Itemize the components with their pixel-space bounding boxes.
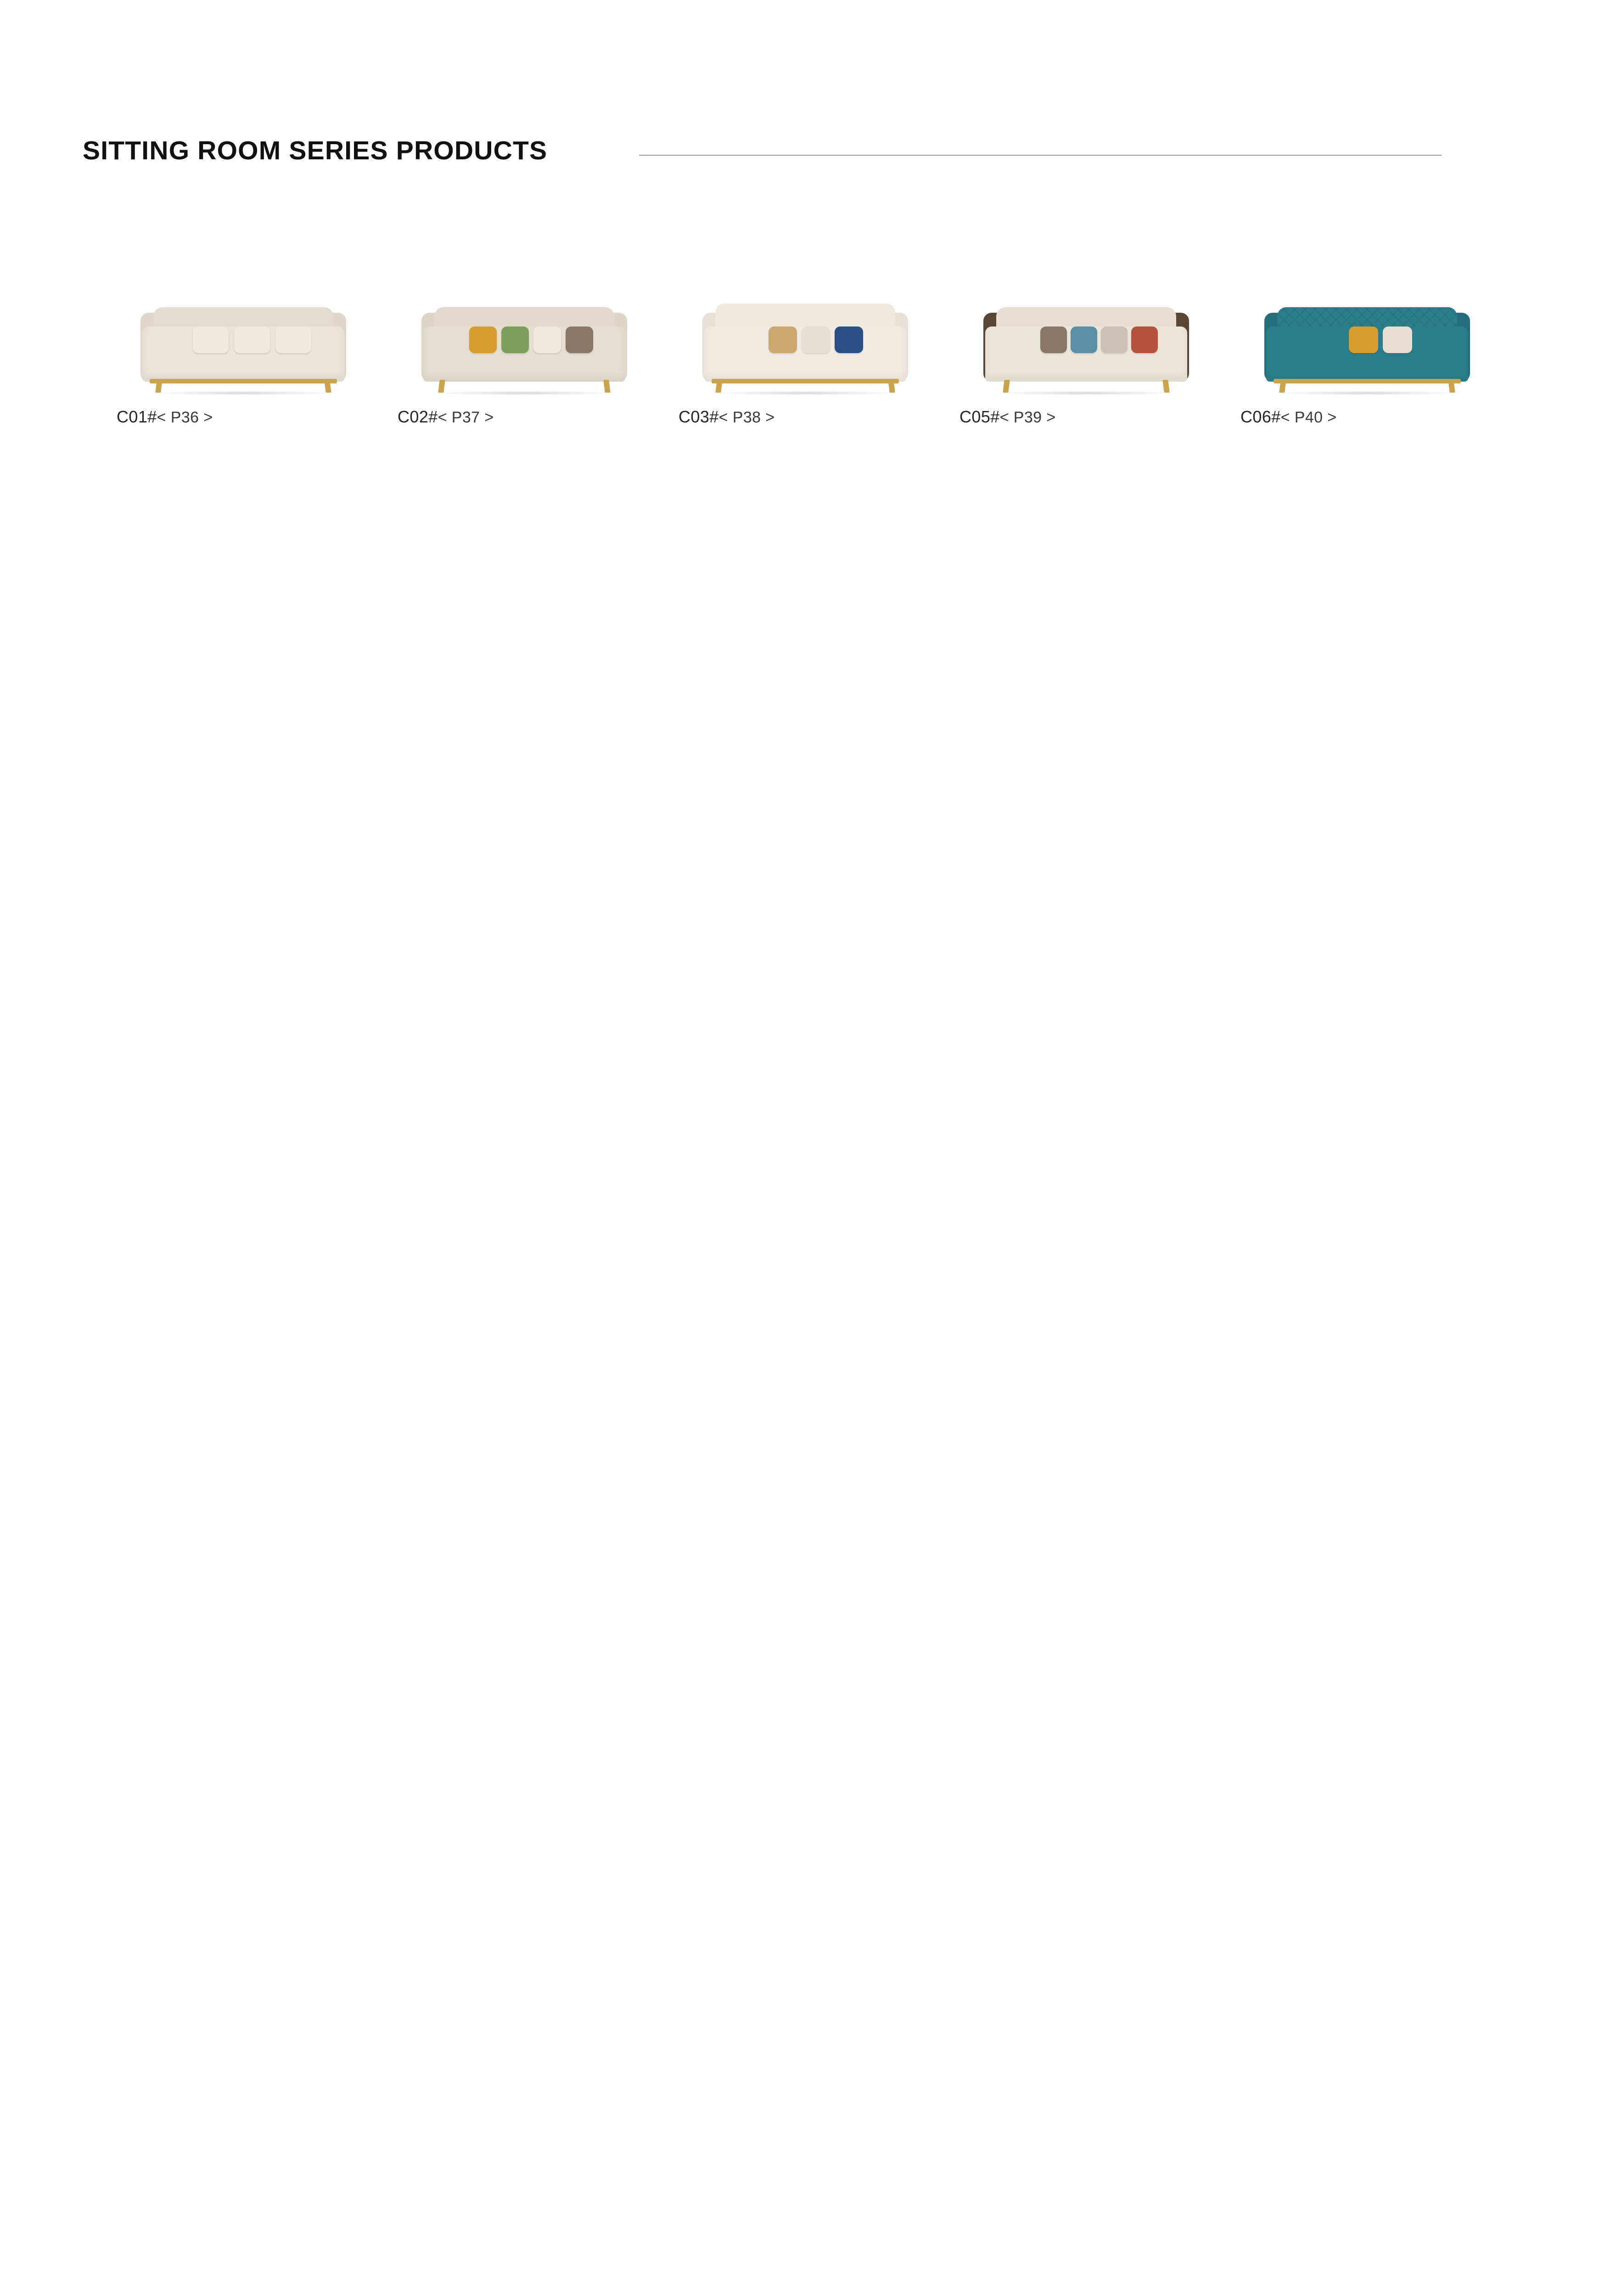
product-code: C02# (398, 407, 438, 426)
product-card[interactable] (106, 258, 381, 2296)
product-image-c03 (668, 258, 943, 395)
product-image-c02 (387, 258, 662, 395)
product-grid-sitting-room (0, 258, 1616, 2296)
product-image-c01 (106, 258, 381, 395)
product-image-c06 (1229, 258, 1505, 395)
section-title: SITTING ROOM SERIES PRODUCTS (83, 136, 548, 165)
product-image-c05 (948, 258, 1224, 395)
product-caption (387, 407, 662, 2296)
section-divider (639, 155, 1442, 156)
product-page-ref[interactable]: < P36 > (157, 409, 213, 426)
product-page-ref[interactable]: < P40 > (1280, 409, 1337, 426)
product-card[interactable] (948, 258, 1224, 2296)
product-code: C06# (1240, 407, 1281, 426)
product-code: C01# (117, 407, 157, 426)
product-card[interactable] (387, 258, 662, 2296)
product-code: C05# (960, 407, 1000, 426)
product-page-ref[interactable]: < P37 > (438, 409, 494, 426)
product-caption (106, 407, 381, 2296)
section-header (0, 138, 1616, 166)
product-caption (1229, 407, 1505, 2296)
product-page-ref[interactable]: < P38 > (718, 409, 775, 426)
product-card[interactable] (668, 258, 943, 2296)
product-card[interactable] (1229, 258, 1505, 2296)
product-caption (668, 407, 943, 2296)
product-page-ref[interactable]: < P39 > (999, 409, 1056, 426)
product-code: C03# (679, 407, 719, 426)
product-caption (948, 407, 1224, 2296)
